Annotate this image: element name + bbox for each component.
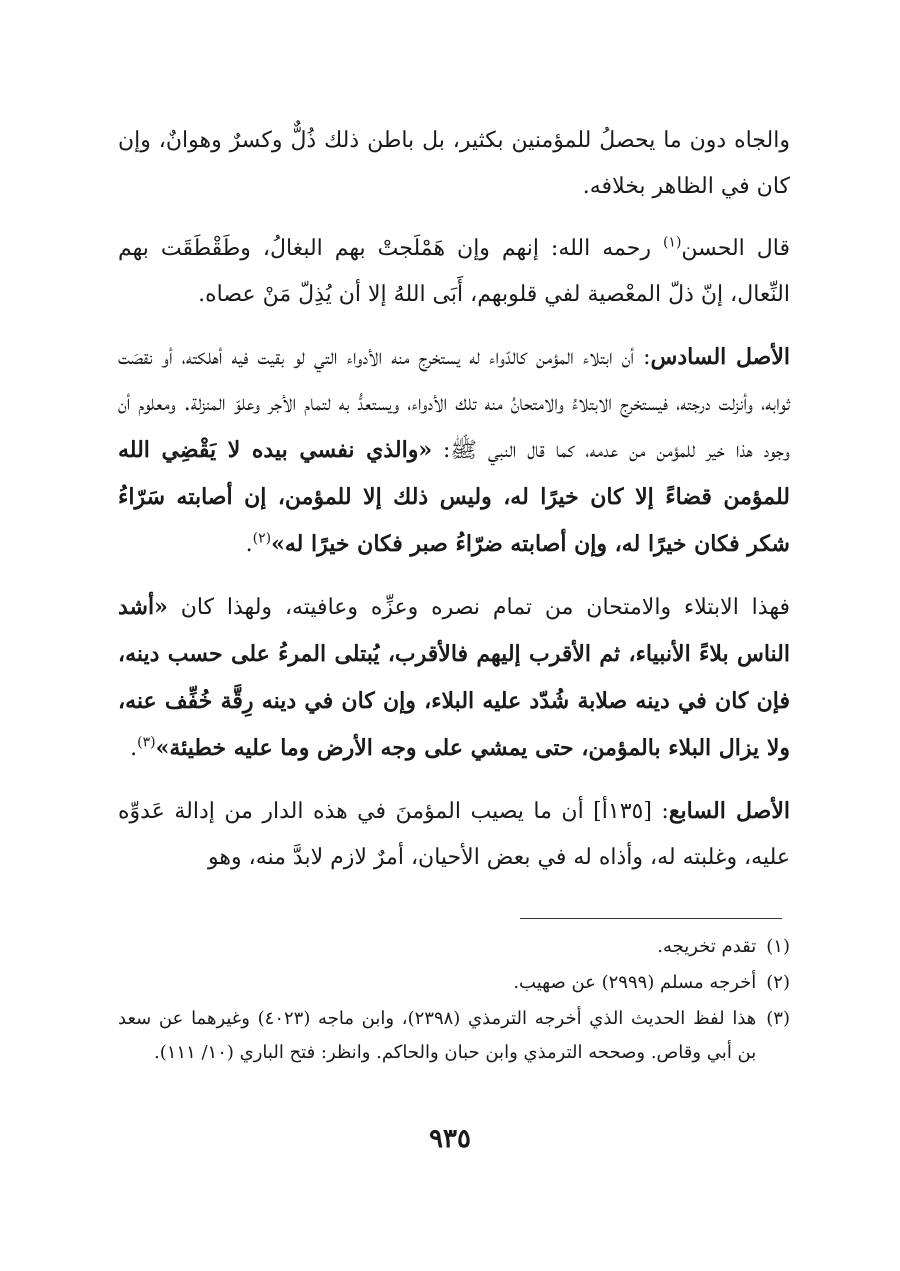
footnote-item <box>118 930 790 964</box>
paragraph-4 <box>118 584 790 772</box>
footnote-text: تقدم تخريجه. <box>657 936 757 957</box>
paragraph-2-lead: قال الحسن <box>681 236 790 261</box>
paragraph-4-text: فهذا الابتلاء والامتحان من تمام نصره وعزِّه وعافيته، ولهذا كان <box>167 595 790 620</box>
footnote-divider <box>520 918 782 919</box>
page-number: ٩٣٥ <box>429 1124 471 1154</box>
footnote-ref-2[interactable]: (٢) <box>252 530 272 547</box>
hadith-quote-2: «أشد الناس بلاءً الأنبياء، ثم الأقرب إليهم فالأقرب، يُبتلى المرءُ على حسب دينه، فإن كان في دينه صلابة شُدّد عليه البلاء، وإن كان في دينه رِقَّة خُفِّف عنه، ولا يزال البلاء بالمؤمن، حتى يمشي على وجه الأرض وما عليه خطيئة» <box>118 594 790 761</box>
footnote-text: هذا لفظ الحديث الذي أخرجه الترمذي (٢٣٩٨)، وابن ماجه (٤٠٢٣) وغيرهما عن سعد بن أبي وقاص. وصححه الترمذي وابن حبان والحاكم. وانظر: فتح الباري (١٠/ ١١١). <box>118 1008 757 1063</box>
paragraph-4-end: . <box>130 736 138 761</box>
section-heading-seventh: الأصل السابع <box>668 798 790 824</box>
footnote-item <box>118 966 790 1000</box>
paragraph-5 <box>118 788 790 881</box>
paragraph-3-end: . <box>245 532 253 557</box>
paragraph-3 <box>118 334 790 568</box>
paragraph-5-text: : [١٣٥أ] أن ما يصيب المؤمنَ في هذه الدار من إدالة عَدوِّه عليه، وغلبته له، وأذاه له في بعض الأحيان، أمرٌ لازم لابدَّ منه، وهو <box>118 799 790 870</box>
footnote-ref-1[interactable]: (١) <box>662 234 682 251</box>
footnote-ref-3[interactable]: (٣) <box>137 734 156 751</box>
paragraph-2 <box>118 226 790 318</box>
footnote-number: (٣) <box>766 1008 790 1029</box>
footnote-number: (٢) <box>766 972 790 993</box>
paragraph-1-text: والجاه دون ما يحصلُ للمؤمنين بكثير، بل باطن ذلك ذُلٌّ وكسرٌ وهوانٌ، وإن كان في الظاهر بخلافه. <box>118 128 790 199</box>
paragraph-1 <box>118 118 790 210</box>
paragraph-2-text: رحمه الله: إنهم وإن هَمْلَجتْ بهم البغالُ، وطَقْطَقَت بهم النِّعال، إنّ ذلّ المعْصية لفي قلوبهم، أَبَى اللهُ إلا أن يُذِلّ مَنْ عصاه. <box>118 236 790 307</box>
paragraph-3-text: : أن ابتلاء المؤمن كالدّواء له يستخرج منه الأدواء التي لو بقيت فيه أهلكته، أو نقصَت ثوابه، وأنزلت درجته، فيستخرج الابتلاءُ والامتحانُ منه تلك الأدواء، ويستعدُّ به لتمام الأجر وعلوّ المنزلة. ومعلوم أن وجود هذا خير للمؤمن من عدمه، كما قال النبي ﷺ: <box>118 345 790 463</box>
hadith-quote-1: «والذي نفسي بيده لا يَقْضِي الله للمؤمن قضاءً إلا كان خيرًا له، وليس ذلك إلا للمؤمن، إن أصابته سَرّاءُ شكر فكان خيرًا له، وإن أصابته ضرّاءُ صبر فكان خيرًا له» <box>118 437 790 557</box>
footnotes <box>118 930 790 1072</box>
footnote-number: (١) <box>766 936 790 957</box>
page-body <box>118 118 790 897</box>
footnote-text: أخرجه مسلم (٢٩٩٩) عن صهيب. <box>513 972 757 993</box>
footnote-item <box>118 1002 790 1070</box>
section-heading-sixth: الأصل السادس <box>650 344 790 370</box>
